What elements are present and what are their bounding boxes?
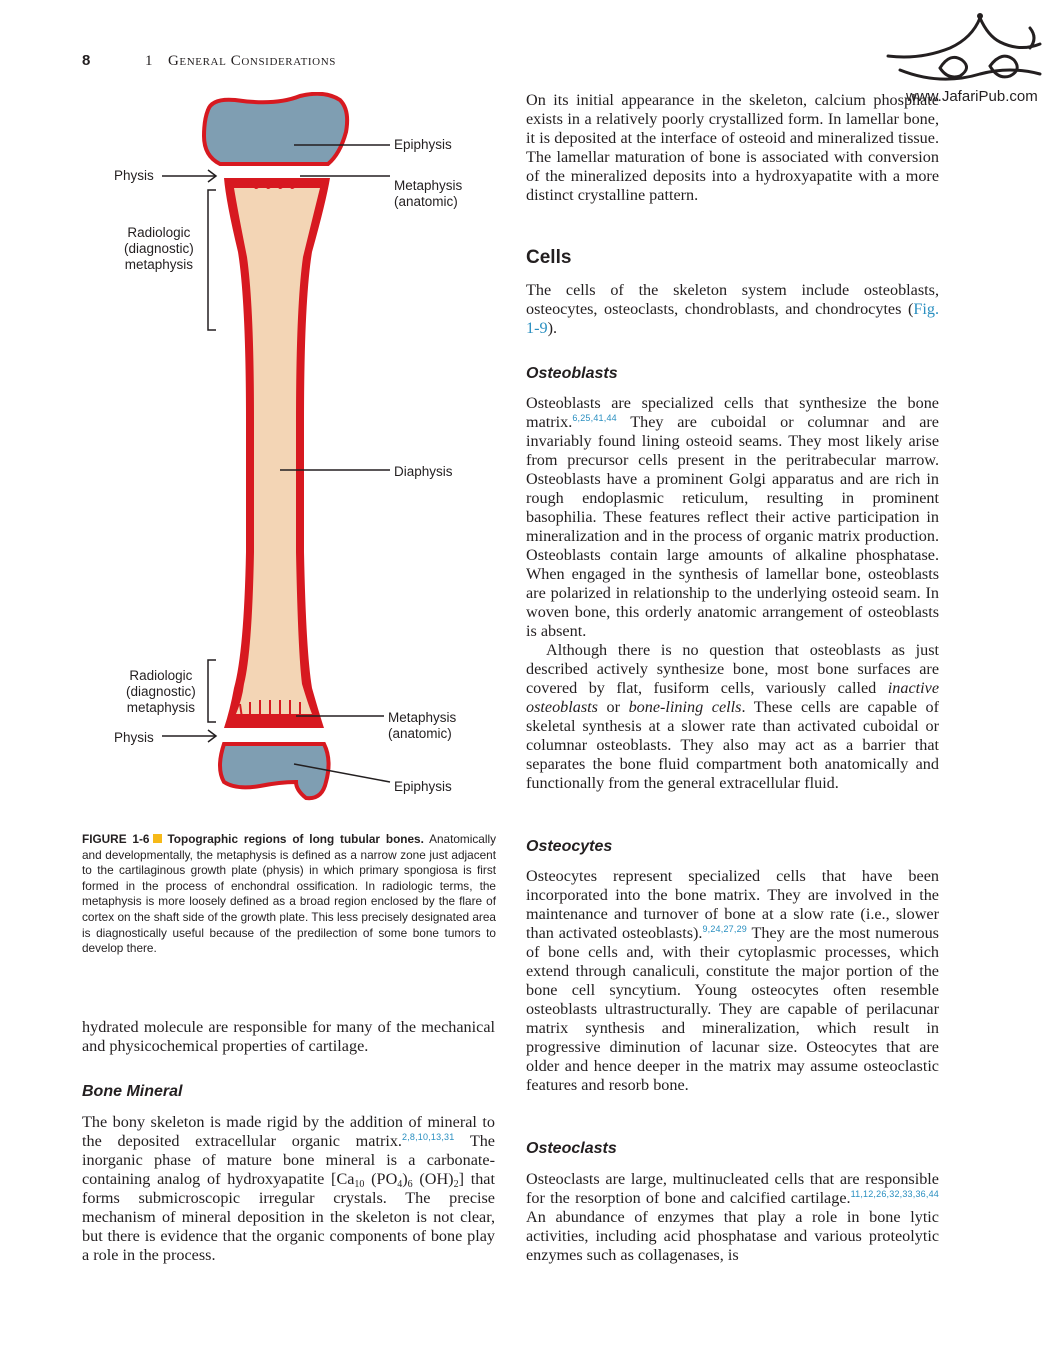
heading-osteocytes: Osteocytes: [526, 838, 613, 855]
caption-title: Topographic regions of long tubular bones.: [167, 832, 424, 846]
figure-caption: [82, 832, 496, 957]
label-physis-bottom: Physis: [114, 730, 154, 745]
para-osteoblasts-2: Although there is no question that osteoblasts as just described actively synthesize bone, most bone surfaces are covered by flat, fusiform cells, variously called inactive osteoblasts or bone-lining cells. These cells are capable of skeletal synthesis at a slower rate than activated cuboidal or columnar osteoblasts. They also may act as a barrier that separates the bone fluid compartment both anatomically and functionally from the general extracellular fluid.: [526, 641, 939, 792]
heading-cells: Cells: [526, 247, 572, 268]
bottom-epiphysis: [220, 744, 329, 798]
cells-body: [526, 281, 939, 338]
label-diaphysis: Diaphysis: [394, 464, 453, 479]
figure-reference-link[interactable]: Fig. 1-9: [526, 300, 939, 337]
osteocytes-body: [526, 867, 939, 1095]
heading-bone-mineral: Bone Mineral: [82, 1083, 183, 1100]
heading-osteoblasts: Osteoblasts: [526, 365, 618, 382]
bone-mineral-body: [82, 1113, 495, 1265]
logo-dot-icon: [977, 13, 983, 19]
para-osteocytes: Osteocytes represent specialized cells that have been incorporated into the bone matrix. They are involved in the maintenance and turnover of bone at a slow rate (i.e., slower than activated osteoblasts).$^{9,24,27,29}$ They are the most numerous of bone cells and, with their cytoplasmic processes, which extend through canaliculi, constitute the major portion of the bone cell syncytium. Young osteocytes often resemble osteoblasts ultrastructurally. They are capable of perilacunar matrix synthesis and mineralization, which result in progressive diminution of lacunar size. Osteocytes that are older and hence deeper in the matrix may assume osteoclastic features and resorb bone.: [526, 867, 939, 1094]
chapter-number: 1: [145, 53, 153, 69]
chapter-title: General Considerations: [168, 53, 336, 69]
para-bone-mineral: The bony skeleton is made rigid by the addition of mineral to the deposited extracellular organic matrix.$^{2,8,10,13,31}$ The inorganic phase of mature bone mineral is a carbonate-containing analog of hydroxyapatite [$Ca_{10}$ $(PO_4)_6$ $(OH)_2$] that forms submicroscopic irregular crystals. The precise mechanism of mineral deposition in the skeleton is not clear, but there is evidence that the organic components of bone play a role in the process.: [82, 1113, 495, 1264]
reference-citation[interactable]: 6,25,41,44: [572, 413, 617, 423]
left-column-continued: [82, 1018, 495, 1056]
para-cells: The cells of the skeleton system include osteoblasts, osteocytes, osteoclasts, chondroblasts, and chondrocytes (Fig. 1-9).: [526, 281, 939, 337]
osteoblasts-body: [526, 394, 939, 793]
label-radiologic-metaphysis-top: Radiologic (diagnostic) metaphysis: [124, 225, 194, 272]
reference-citation[interactable]: 11,12,26,32,33,36,44: [850, 1189, 939, 1199]
label-metaphysis-anatomic-top: Metaphysis (anatomic): [394, 178, 463, 209]
osteoclasts-body: [526, 1170, 939, 1265]
para-osteoclasts: Osteoclasts are large, multinucleated cells that are responsible for the resorption of bone and calcified cartilage.$^{11,12,26,32,33,36,44}$ An abundance of enzymes that play a role in bone lytic activities, including acid phosphatase and various proteolytic enzymes such as collagenases, is: [526, 1170, 939, 1264]
para-osteoblasts-1: Osteoblasts are specialized cells that synthesize the bone matrix.$^{6,25,41,44}$ They are cuboidal or columnar and are invariably found lining osteoid seams. They most likely arise from precursor cells present in the peritrabecular marrow. Osteoblasts have a prominent Golgi apparatus and are rich in rough endoplasmic reticulum, resulting in prominent basophilia. These features reflect their active participation in mineralization and in the process of organic matrix production. Osteoblasts contain large amounts of alkaline phosphatase. When engaged in the synthesis of lamellar bone, osteoblasts are polarized in relationship to the underlying osteoid seam. In woven bone, this orderly anatomic arrangement of osteoblasts is absent.: [526, 394, 939, 640]
right-column-intro: [526, 91, 939, 205]
label-metaphysis-anatomic-bottom: Metaphysis (anatomic): [388, 710, 457, 741]
bone-figure: [100, 92, 520, 812]
para-cartilage: hydrated molecule are responsible for many of the mechanical and physicochemical properties of cartilage.: [82, 1018, 495, 1055]
reference-citation[interactable]: 9,24,27,29: [702, 924, 747, 934]
reference-citation[interactable]: 2,8,10,13,31: [401, 1132, 455, 1142]
bracket-radiologic-bottom: [208, 660, 216, 722]
logo-text: www.JafariPub.com: [906, 88, 1038, 105]
caption-square-icon: [153, 834, 162, 843]
publisher-logo-mark: [880, 8, 1050, 88]
caption-label: FIGURE 1-6: [82, 832, 150, 846]
bracket-radiologic-top: [208, 190, 216, 330]
top-epiphysis: [204, 94, 347, 164]
bottom-metaphysis-trabeculae: [240, 700, 300, 720]
caption-text: Anatomically and developmentally, the metaphysis is defined as a narrow zone just adjacent to the cartilaginous growth plate (physis) in which primary spongiosa is first formed in the process of enchondral ossification. In radiologic terms, the metaphysis is more loosely defined as a broad region enclosed by the flare of cortex on the shaft side of the growth plate. This less precisely designated area is diagnostically useful because of the predilection of some bone tumors to develop there.: [82, 832, 496, 956]
label-radiologic-metaphysis-bottom: Radiologic (diagnostic) metaphysis: [126, 668, 196, 715]
page-number: 8: [82, 52, 91, 69]
label-epiphysis-top: Epiphysis: [394, 137, 452, 152]
heading-osteoclasts: Osteoclasts: [526, 1140, 617, 1157]
label-physis-top: Physis: [114, 168, 154, 183]
label-epiphysis-bottom: Epiphysis: [394, 779, 452, 794]
para-calcium-phosphate: On its initial appearance in the skeleton, calcium phosphate exists in a relatively poorly crystallized form. In lamellar bone, it is deposited at the interface of osteoid and mineralized tissue. The lamellar maturation of bone is associated with conversion of the mineralized deposits into a hydroxyapatite with a more distinct crystalline pattern.: [526, 91, 939, 204]
